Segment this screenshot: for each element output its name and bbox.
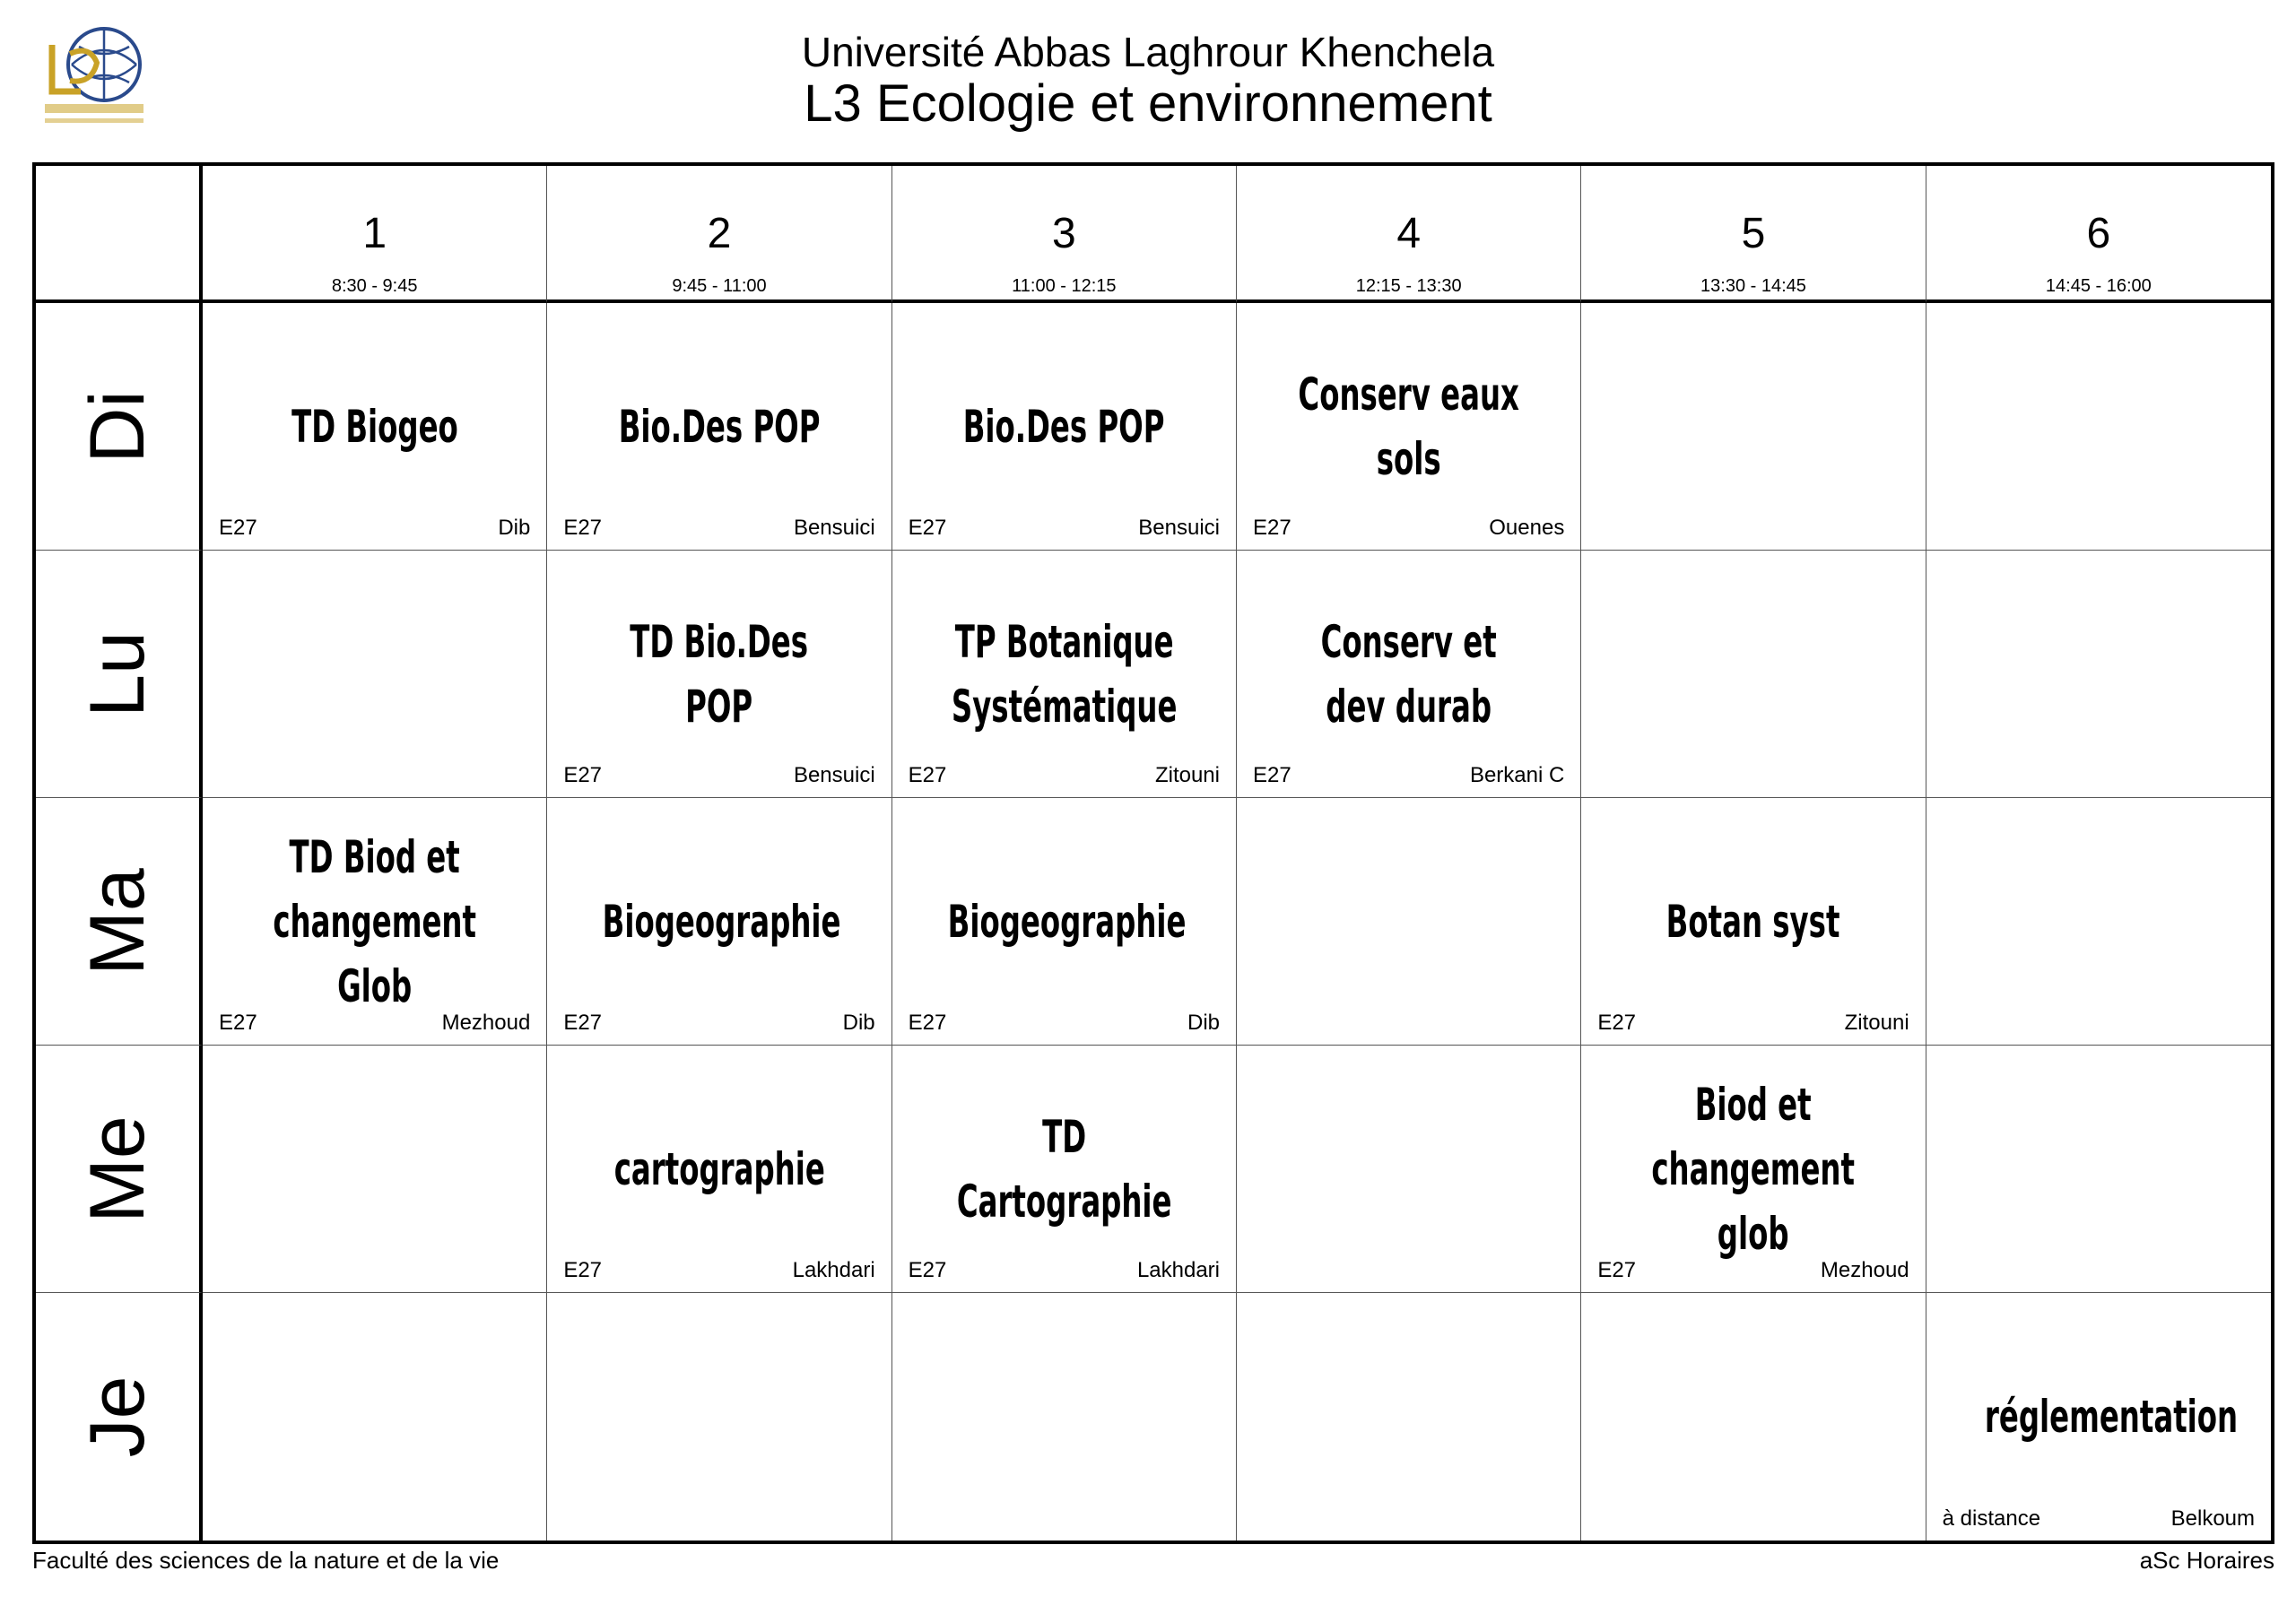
subject-name — [901, 395, 1227, 459]
class-slot — [547, 1046, 891, 1293]
period-number: 4 — [1396, 210, 1422, 257]
class-slot — [1581, 1046, 1926, 1293]
empty-slot — [1926, 798, 2271, 1046]
subject-text: TP Botanique Systématique — [951, 615, 1178, 733]
subject-text: TD Biogeo — [291, 400, 458, 453]
period-time: 8:30 - 9:45 — [331, 276, 418, 296]
subject-text: cartographie — [613, 1142, 825, 1195]
day-label-cell — [36, 1046, 203, 1293]
day-label: Di — [74, 389, 161, 464]
program-title: L3 Ecologie et environnement — [804, 74, 1492, 133]
day-label-cell — [36, 1293, 203, 1541]
day-label: Lu — [74, 630, 161, 717]
empty-slot — [1926, 1046, 2271, 1293]
teacher-name: Zitouni — [1154, 763, 1220, 787]
subject-name — [556, 1137, 882, 1202]
subject-name — [1935, 1384, 2262, 1449]
empty-slot — [203, 551, 547, 798]
day-label: Ma — [74, 867, 161, 976]
subject-text: Botan syst — [1666, 895, 1840, 948]
subject-name — [901, 890, 1227, 954]
empty-slot — [1926, 303, 2271, 551]
subject-name — [1590, 890, 1916, 954]
teacher-name: Ouenes — [1489, 516, 1565, 540]
teacher-name: Dib — [498, 516, 531, 540]
empty-slot — [1237, 798, 1581, 1046]
class-slot — [1926, 1293, 2271, 1541]
day-label-cell — [36, 303, 203, 551]
class-slot — [547, 303, 891, 551]
empty-slot — [1237, 1293, 1581, 1541]
subject-text: TD Bio.Des POP — [630, 615, 809, 733]
teacher-name: Lakhdari — [792, 1258, 875, 1282]
room-label: E27 — [1253, 516, 1292, 540]
period-header — [1926, 166, 2271, 303]
period-number: 6 — [2086, 210, 2111, 257]
empty-slot — [547, 1293, 891, 1541]
faculty-footer: Faculté des sciences de la nature et de la vie — [32, 1547, 500, 1574]
period-number: 3 — [1051, 210, 1076, 257]
room-label: E27 — [1597, 1011, 1637, 1035]
corner-cell — [36, 166, 203, 303]
period-time: 9:45 - 11:00 — [672, 276, 767, 296]
room-label: E27 — [563, 1011, 603, 1035]
room-label: E27 — [908, 516, 947, 540]
subject-name — [556, 395, 882, 459]
period-number: 5 — [1741, 210, 1766, 257]
subject-name — [212, 395, 537, 459]
period-header — [892, 166, 1237, 303]
subject-name — [212, 825, 537, 1019]
room-label: E27 — [563, 1258, 603, 1282]
period-time: 12:15 - 13:30 — [1355, 276, 1462, 296]
period-time: 13:30 - 14:45 — [1700, 276, 1806, 296]
subject-name — [901, 610, 1227, 739]
room-label: E27 — [563, 763, 603, 787]
empty-slot — [1581, 303, 1926, 551]
subject-text: Conserv eaux sols — [1298, 368, 1519, 485]
empty-slot — [1926, 551, 2271, 798]
day-label: Je — [74, 1376, 161, 1458]
subject-text: réglementation — [1984, 1391, 2238, 1443]
subject-text: TD Cartographie — [956, 1110, 1172, 1228]
subject-text: Bio.Des POP — [962, 400, 1165, 453]
teacher-name: Belkoum — [2170, 1506, 2255, 1531]
period-number: 2 — [707, 210, 732, 257]
period-header — [1581, 166, 1926, 303]
empty-slot — [203, 1046, 547, 1293]
subject-name — [556, 890, 882, 954]
subject-text: Conserv et dev durab — [1320, 615, 1497, 733]
subject-text: Biogeographie — [603, 895, 841, 948]
class-slot — [1237, 551, 1581, 798]
period-time: 11:00 - 12:15 — [1012, 276, 1117, 296]
empty-slot — [1581, 1293, 1926, 1541]
empty-slot — [1237, 1046, 1581, 1293]
university-name: Université Abbas Laghrour Khenchela — [801, 29, 1495, 75]
class-slot — [547, 798, 891, 1046]
room-label: E27 — [219, 516, 257, 540]
class-slot — [203, 798, 547, 1046]
room-label: E27 — [908, 763, 947, 787]
timetable-grid — [32, 162, 2274, 1544]
subject-text: Bio.Des POP — [618, 400, 821, 453]
software-credit: aSc Horaires — [2139, 1547, 2274, 1574]
subject-text: Biogeographie — [947, 895, 1187, 948]
subject-name — [1590, 1072, 1916, 1266]
period-header — [547, 166, 891, 303]
period-time: 14:45 - 16:00 — [2045, 276, 2152, 296]
room-label: E27 — [219, 1011, 257, 1035]
class-slot — [1581, 798, 1926, 1046]
empty-slot — [203, 1293, 547, 1541]
teacher-name: Mezhoud — [441, 1011, 531, 1035]
day-label-cell — [36, 798, 203, 1046]
class-slot — [547, 551, 891, 798]
teacher-name: Bensuici — [1138, 516, 1220, 540]
subject-name — [901, 1105, 1227, 1234]
subject-text: TD Biod et changement Glob — [273, 830, 476, 1012]
class-slot — [892, 1046, 1237, 1293]
teacher-name: Dib — [842, 1011, 875, 1035]
day-label-cell — [36, 551, 203, 798]
teacher-name: Berkani C — [1469, 763, 1565, 787]
teacher-name: Mezhoud — [1820, 1258, 1909, 1282]
empty-slot — [892, 1293, 1237, 1541]
room-label: à distance — [1942, 1506, 2041, 1531]
room-label: E27 — [908, 1011, 947, 1035]
period-header — [203, 166, 547, 303]
room-label: E27 — [1253, 763, 1292, 787]
room-label: E27 — [563, 516, 603, 540]
class-slot — [1237, 303, 1581, 551]
teacher-name: Lakhdari — [1136, 1258, 1220, 1282]
room-label: E27 — [908, 1258, 947, 1282]
class-slot — [892, 798, 1237, 1046]
period-header — [1237, 166, 1581, 303]
subject-text: Biod et changement glob — [1651, 1078, 1856, 1260]
period-number: 1 — [362, 210, 387, 257]
day-label: Me — [74, 1115, 161, 1223]
room-label: E27 — [1597, 1258, 1637, 1282]
empty-slot — [1581, 551, 1926, 798]
subject-name — [1246, 610, 1571, 739]
teacher-name: Dib — [1187, 1011, 1220, 1035]
class-slot — [892, 551, 1237, 798]
teacher-name: Bensuici — [793, 516, 875, 540]
class-slot — [892, 303, 1237, 551]
subject-name — [556, 610, 882, 739]
teacher-name: Bensuici — [793, 763, 875, 787]
teacher-name: Zitouni — [1844, 1011, 1909, 1035]
class-slot — [203, 303, 547, 551]
subject-name — [1246, 362, 1571, 491]
